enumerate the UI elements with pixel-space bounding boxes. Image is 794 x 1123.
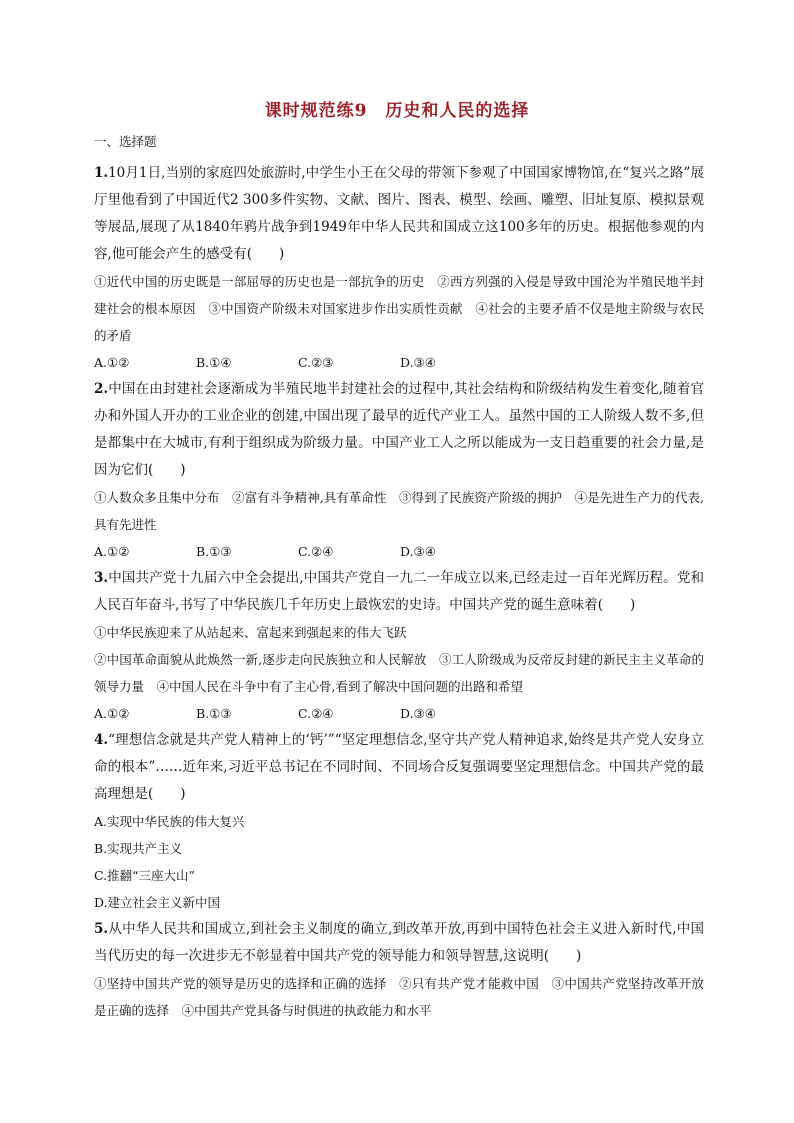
question-text: 10月1日,当别的家庭四处旅游时,中学生小王在父母的带领下参观了中国国家博物馆,在“复兴之路”展厅里他看到了中国近代2 300多件实物、文献、图片、图表、模型、绘画、雕塑、旧址复原、模拟景观等展品,展现了从1840年鸦片战争到1949年中华人民共和国成立这100多年的历史。根据他参观的内容,他可能会产生的感受有( ) bbox=[94, 165, 704, 262]
choice-d: D.③④ bbox=[400, 355, 436, 370]
question-2-choices bbox=[94, 538, 704, 565]
question-number: 5. bbox=[94, 921, 109, 937]
question-5-stem bbox=[94, 916, 704, 970]
question-number: 3. bbox=[94, 570, 109, 586]
question-1-stem bbox=[94, 160, 704, 268]
question-text: 从中华人民共和国成立,到社会主义制度的确立,到改革开放,再到中国特色社会主义进入新时代,中国当代历史的每一次进步无不彰显着中国共产党的领导能力和领导智慧,这说明( ) bbox=[94, 921, 704, 964]
choice-c: C.推翻“三座大山” bbox=[94, 868, 195, 883]
choice-b: B.实现共产主义 bbox=[94, 841, 183, 856]
choice-a: A.实现中华民族的伟大复兴 bbox=[94, 814, 245, 829]
choice-c: C.②④ bbox=[298, 706, 334, 721]
question-list bbox=[94, 132, 704, 1024]
question-3-choices bbox=[94, 700, 704, 727]
question-3-option-line-1: ①中华民族迎来了从站起来、富起来到强起来的伟大飞跃 bbox=[94, 625, 407, 640]
choice-b: B.①③ bbox=[196, 706, 232, 721]
question-2-options: ①人数众多且集中分布 ②富有斗争精神,具有革命性 ③得到了民族资产阶级的拥护 ④是先进生产力的代表,具有先进性 bbox=[94, 490, 704, 532]
choice-c: C.②③ bbox=[298, 355, 334, 370]
choice-d: D.建立社会主义新中国 bbox=[94, 895, 221, 910]
choice-b: B.①③ bbox=[196, 544, 232, 559]
question-2-stem bbox=[94, 376, 704, 484]
question-1-choices bbox=[94, 349, 704, 376]
question-3-stem bbox=[94, 565, 704, 619]
choice-a: A.①② bbox=[94, 355, 130, 370]
choice-b: B.①④ bbox=[196, 355, 232, 370]
question-number: 2. bbox=[94, 381, 109, 397]
page-title: 课时规范练9 历史和人民的选择 bbox=[264, 101, 530, 121]
question-5-options: ①坚持中国共产党的领导是历史的选择和正确的选择 ②只有共产党才能救中国 ③中国共产党坚持改革开放是正确的选择 ④中国共产党具备与时俱进的执政能力和水平 bbox=[94, 976, 704, 1018]
choice-a: A.①② bbox=[94, 544, 130, 559]
question-number: 4. bbox=[94, 732, 109, 748]
question-text: “理想信念就是共产党人精神上的‘钙’”“坚定理想信念,坚守共产党人精神追求,始终是共产党人安身立命的根本”……近年来,习近平总书记在不同时间、不同场合反复强调要坚定理想信念。中国共产党的最高理想是( ) bbox=[94, 732, 704, 802]
question-4-stem bbox=[94, 727, 704, 808]
question-number: 1. bbox=[94, 165, 109, 181]
choice-c: C.②④ bbox=[298, 544, 334, 559]
question-text: 中国共产党十九届六中全会提出,中国共产党自一九二一年成立以来,已经走过一百年光辉历程。党和人民百年奋斗,书写了中华民族几千年历史上最恢宏的史诗。中国共产党的诞生意味着( ) bbox=[94, 570, 704, 613]
section-heading: 一、选择题 bbox=[94, 134, 157, 149]
choice-a: A.①② bbox=[94, 706, 130, 721]
choice-d: D.③④ bbox=[400, 706, 436, 721]
question-1-options: ①近代中国的历史既是一部屈辱的历史也是一部抗争的历史 ②西方列强的入侵是导致中国沦为半殖民地半封建社会的根本原因 ③中国资产阶级未对国家进步作出实质性贡献 ④社会的主要矛盾不仅是地主阶级与农民的矛盾 bbox=[94, 274, 704, 343]
question-3-option-line-2: ②中国革命面貌从此焕然一新,逐步走向民族独立和人民解放 ③工人阶级成为反帝反封建的新民主主义革命的领导力量 ④中国人民在斗争中有了主心骨,看到了解决中国问题的出路和希望 bbox=[94, 652, 704, 694]
choice-d: D.③④ bbox=[400, 544, 436, 559]
question-text: 中国在由封建社会逐渐成为半殖民地半封建社会的过程中,其社会结构和阶级结构发生着变化,随着官办和外国人开办的工业企业的创建,中国出现了最早的近代产业工人。虽然中国的工人阶级人数不多,但是都集中在大城市,有利于组织成为阶级力量。中国产业工人之所以能成为一支日趋重要的社会力量,是因为它们( ) bbox=[94, 381, 704, 478]
